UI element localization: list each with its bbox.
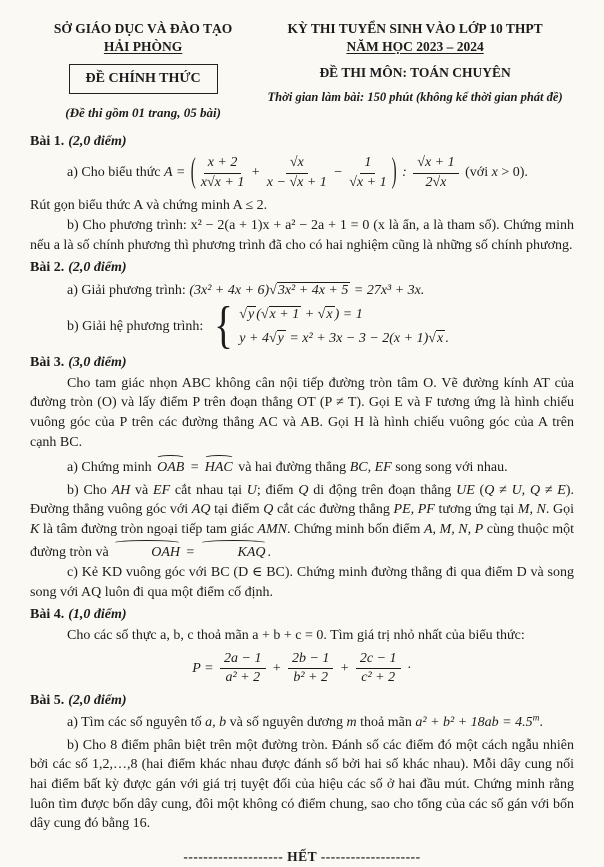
problem-1 xyxy=(30,132,574,255)
official-exam-box: ĐỀ CHÍNH THỨC xyxy=(69,64,218,94)
problem-2-number: Bài 2. xyxy=(30,260,65,276)
problem-1-points: (2,0 điểm) xyxy=(68,133,127,149)
department-name: SỞ GIÁO DỤC VÀ ĐÀO TẠO xyxy=(53,21,233,36)
system-equation-1: √y (√x + 1 + √x ) = 1 xyxy=(239,306,363,322)
exam-body xyxy=(30,132,574,834)
end-marker: -------------------- HẾT -------------------- xyxy=(183,848,421,864)
exam-title: KỲ THI TUYỂN SINH VÀO LỚP 10 THPT xyxy=(287,21,543,36)
problem-5-part-a: a) Tìm các số nguyên tố a, b và số nguyên dương m thoả mãn $a^2 + b^2 + 18ab = 4.5^m$. xyxy=(67,713,543,731)
problem-4-formula: P = $\frac{2a - 1}{\text{a² + 2}}$ + $\frac{2b - 1}{\text{b² + 2}}$ + $\frac{2c - 1}{\text{c² + 2}}$ · xyxy=(192,650,412,686)
problem-4 xyxy=(30,605,574,687)
exam-duration: Thời gian làm bài: 150 phút (không kể thời gian phát đề) xyxy=(267,89,563,104)
header xyxy=(30,20,574,122)
problem-3-title xyxy=(30,353,574,373)
problem-2 xyxy=(30,258,574,355)
problem-2-title xyxy=(30,258,574,278)
problem-3-points: (3,0 điểm) xyxy=(68,355,127,371)
problem-4-number: Bài 4. xyxy=(30,607,65,623)
problem-1-part-a: a) Cho biểu thức A = ( $\frac{x + 2}{x√x + 1}$ + $\frac{√x}{x - √x + 1}$ − $\frac{1}{√x + 1}$ ) : $\frac{√x + 1}{2√x}$ (với x > 0). xyxy=(67,153,528,192)
problem-3-intro: Cho tam giác nhọn ABC không cân nội tiếp đường tròn tâm O. Vẽ đường kính AT của đường tròn (O) và lấy điểm P trên đoạn thẳng OT (P ≠ T). Gọi E và F tương ứng là hình chiếu vuông góc của P trên các đường thẳng AC và AB. Gọi H là hình chiếu vuông góc của A trên cạnh BC. xyxy=(30,375,574,450)
problem-2-part-a: a) Giải phương trình: (3x² + 4x + 6)√3x² + 4x + 5 = 27x³ + 3x. xyxy=(67,282,425,298)
problem-2-points: (2,0 điểm) xyxy=(68,260,127,276)
equation-system xyxy=(239,305,448,349)
page-count-note: (Đề thi gồm 01 trang, 05 bài) xyxy=(65,104,221,120)
problem-1-title xyxy=(30,132,574,152)
province-name: HẢI PHÒNG xyxy=(103,38,183,54)
problem-1-number: Bài 1. xyxy=(30,133,65,149)
header-right xyxy=(256,20,574,106)
problem-1-part-b: b) Cho phương trình: x² − 2(a + 1)x + a² − 2a + 1 = 0 (x là ẩn, a là tham số). Chứng minh nếu a là số chính phương thì phương trình đã cho có hai nghiệm cũng là những số chính phương. xyxy=(30,218,574,253)
problem-2-part-b-label: b) Giải hệ phương trình: xyxy=(67,319,204,335)
problem-4-points: (1,0 điểm) xyxy=(68,607,127,623)
problem-3 xyxy=(30,353,574,602)
problem-5-part-b: b) Cho 8 điểm phân biệt trên một đường tròn. Đánh số các điểm đó một cách ngẫu nhiên bởi các số 1,2,…,8 (hai điểm khác nhau được đánh số bởi hai số khác nhau). Mỗi dây cung nối hai điểm bất kỳ được gán với giá trị tuyệt đối của hiệu các số ở hai đầu mút. Chứng minh rằng luôn tìm được bốn dây cung, đôi một không có điểm chung, sao cho tổng của các số gán với bốn dây cung đó bằng 16. xyxy=(30,737,574,832)
system-brace: { xyxy=(214,297,234,355)
header-left xyxy=(30,20,256,122)
problem-4-intro: Cho các số thực a, b, c thoả mãn a + b + c = 0. Tìm giá trị nhỏ nhất của biểu thức: xyxy=(67,627,525,643)
problem-4-title xyxy=(30,605,574,625)
problem-3-number: Bài 3. xyxy=(30,355,65,371)
problem-3-part-c: c) Kẻ KD vuông góc với BC (D ∈ BC). Chứng minh đường thẳng đi qua điểm D và song song với AQ luôn đi qua một điểm cố định. xyxy=(30,565,574,600)
problem-5 xyxy=(30,691,574,834)
problem-5-title xyxy=(30,691,574,711)
official-box-row xyxy=(30,64,256,94)
system-equation-2: y + 4√y = x² + 3x − 3 − 2(x + 1)√x . xyxy=(239,331,449,347)
problem-1-part-a-continued: Rút gọn biểu thức A và chứng minh A ≤ 2. xyxy=(30,197,268,213)
problem-3-part-b: b) Cho AH và EF cắt nhau tại U; điểm Q di động trên đoạn thẳng UE (Q ≠ U, Q ≠ E). Đường thẳng vuông góc với AQ tại điểm Q cắt các đường thẳng PE, PF tương ứng tại M, N. Gọi K là tâm đường tròn ngoại tiếp tam giác AMN. Chứng minh bốn điểm A, M, N, P cùng thuộc một đường tròn và OAH = KAQ . xyxy=(30,481,574,562)
subject-title: ĐỀ THI MÔN: TOÁN CHUYÊN xyxy=(319,65,511,81)
problem-2-part-b xyxy=(30,297,574,355)
problem-3-part-a: a) Chứng minh OAB = HAC và hai đường thẳng BC, EF song song với nhau. xyxy=(30,455,574,478)
problem-5-points: (2,0 điểm) xyxy=(68,692,127,708)
problem-5-number: Bài 5. xyxy=(30,692,65,708)
school-year: NĂM HỌC 2023 – 2024 xyxy=(346,38,484,54)
